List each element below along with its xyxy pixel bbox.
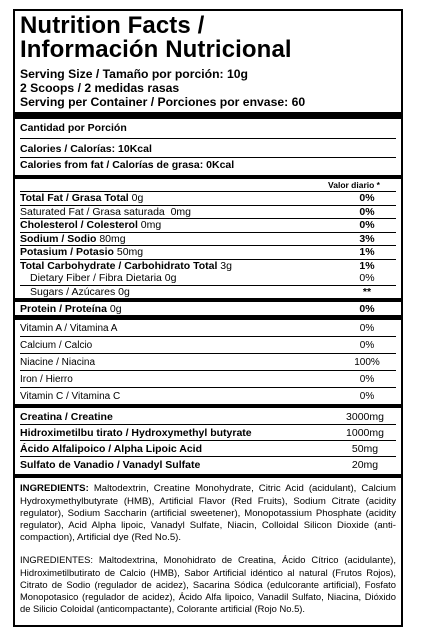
vitamin-label: Vitamin A / Vitamina A [20,323,118,335]
vitamin-label: Calcium / Calcio [20,340,93,352]
nutrient-amount: 80mg [99,232,126,245]
nutrient-label: Potasium / Potasio [20,246,114,259]
title-line-2: Información Nutricional [20,36,292,63]
nutrient-dv: 0% [359,205,375,218]
ingredients-english-heading: INGREDIENTS: [20,483,89,495]
calories: Calories / Calorías: 10Kcal [20,143,152,156]
nutrient-row-cholesterol [20,218,396,232]
thick-divider [15,112,401,119]
nutrient-dv: 3% [359,232,375,245]
nutrient-row-sodium [20,232,396,246]
nutrient-dv: 1% [359,246,375,259]
title-line-1: Nutrition Facts / [20,12,205,39]
supplement-label: Creatina / Creatine [20,411,113,424]
daily-value-header: Valor diario * [328,180,380,191]
nutrient-dv: 0% [359,219,375,232]
nutrient-amount: 0mg [140,219,162,232]
nutrient-row-saturated-fat [20,205,396,219]
nutrient-label: Sodium / Sodio [20,232,97,245]
nutrient-label: Total Fat / Grasa Total [20,192,129,205]
nutrient-label: Saturated Fat / Grasa saturada [20,205,165,218]
supplement-amount: 20mg [351,459,379,472]
supplement-row [20,440,396,456]
vitamin-dv: 0% [359,391,375,403]
scoops: 2 Scoops / 2 medidas rasas [20,80,180,95]
nutrient-dv: 0% [359,302,375,315]
supplement-amount: 50mg [351,443,379,456]
supplement-amount: 3000mg [346,411,384,424]
ingredients-spanish [20,544,396,615]
supplement-label: Ácido Alfalipoico / Alpha Lipoic Acid [20,443,203,456]
nutrition-facts-panel [13,9,403,627]
nutrient-dv: 0% [359,272,375,285]
supplement-label: Hidroximetilbu tirato / Hydroxymethyl butyrate [20,427,252,440]
nutrient-amount: 3g [220,259,232,272]
nutrient-label: Dietary Fiber / Fibra Dietaria [30,272,162,285]
nutrient-row-dietary-fiber [20,272,396,285]
nutrient-dv: 1% [359,259,375,272]
nutrient-amount: 0mg [170,205,192,218]
vitamin-dv: 100% [354,357,380,369]
nutrient-row-sugars [20,285,396,299]
vitamin-dv: 0% [359,374,375,386]
supplement-row [20,424,396,440]
vitamin-row [20,370,396,387]
supplement-amount: 1000mg [346,427,384,440]
vitamin-row [20,336,396,353]
amount-per-serving-header: Cantidad por Porción [20,122,127,135]
nutrient-label: Cholesterol / Colesterol [20,219,138,232]
supplement-row [20,456,396,472]
vitamin-dv: 0% [359,340,375,352]
ingredients-english [20,478,396,544]
vitamin-label: Vitamin C / Vitamina C [20,391,121,403]
nutrient-row-total-carbohydrate [20,259,396,273]
servings-per-container: Serving per Container / Porciones por envase: 60 [20,94,306,109]
vitamin-row [20,353,396,370]
nutrient-label: Sugars / Azúcares [30,285,116,298]
vitamin-dv: 0% [359,323,375,335]
vitamin-row [20,387,396,404]
vitamin-label: Iron / Hierro [20,374,73,386]
nutrient-amount: 0g [109,302,122,315]
vitamin-row [15,315,401,336]
nutrient-row-protein [15,298,401,315]
nutrient-row-potasium [20,245,396,259]
nutrient-amount: 0g [118,285,130,298]
nutrient-amount: 0g [131,192,144,205]
ingredients-spanish-heading: INGREDIENTES: [20,554,93,566]
serving-size: Serving Size / Tamaño por porción: 10g [20,67,248,81]
supplement-row [15,404,401,424]
nutrient-label: Protein / Proteína [20,302,107,315]
nutrient-dv: ** [362,285,372,298]
calories-from-fat: Calories from fat / Calorías de grasa: 0Kcal [20,159,235,172]
vitamin-label: Niacine / Niacina [20,357,96,369]
supplement-label: Sulfato de Vanadio / Vanadyl Sulfate [20,459,201,472]
ingredients-spanish-text: Maltodextrina, Monohidrato de Creatina, Ácido Cítrico (acidulante), Hidroximetilbutirato de Calcio (HMB), Sabor Artificial idéntico al natural (Frutos Rojos), Citrato de Sodio (regulador de acidez), Sacarina Sódica (edulcorante artificial), Fosfato Monopotasico (regulador de acidez), Ácido Alfa lipoico, Vanadil Sulfato, Niacina, Dióxido de Silicio Coloidal (anticompactante), Colorante artificial (Rojo No.5). [20,554,396,615]
nutrient-amount: 50mg [116,246,144,259]
nutrient-label: Total Carbohydrate / Carbohidrato Total [20,259,218,272]
nutrient-dv: 0% [359,192,375,205]
nutrient-amount: 0g [164,272,177,285]
nutrient-row-total-fat [20,191,396,205]
ingredients-english-text: Maltodextrin, Creatine Monohydrate, Citric Acid (acidulant), Calcium Hydroxymethylbutyrate (HMB), Artificial Flavor (Red Fruits), Sodium Citrate (acidity regulator), Sodium Saccharin (artificial sweetener), Monopotassium Phosphate (acidity regulator), Acid Alpha lipoic, Vanadyl Sulfate, Niacin, Colloidal Silicon Dioxide (anti- compaction), Artificial dye (Red No.5). [20,483,396,544]
